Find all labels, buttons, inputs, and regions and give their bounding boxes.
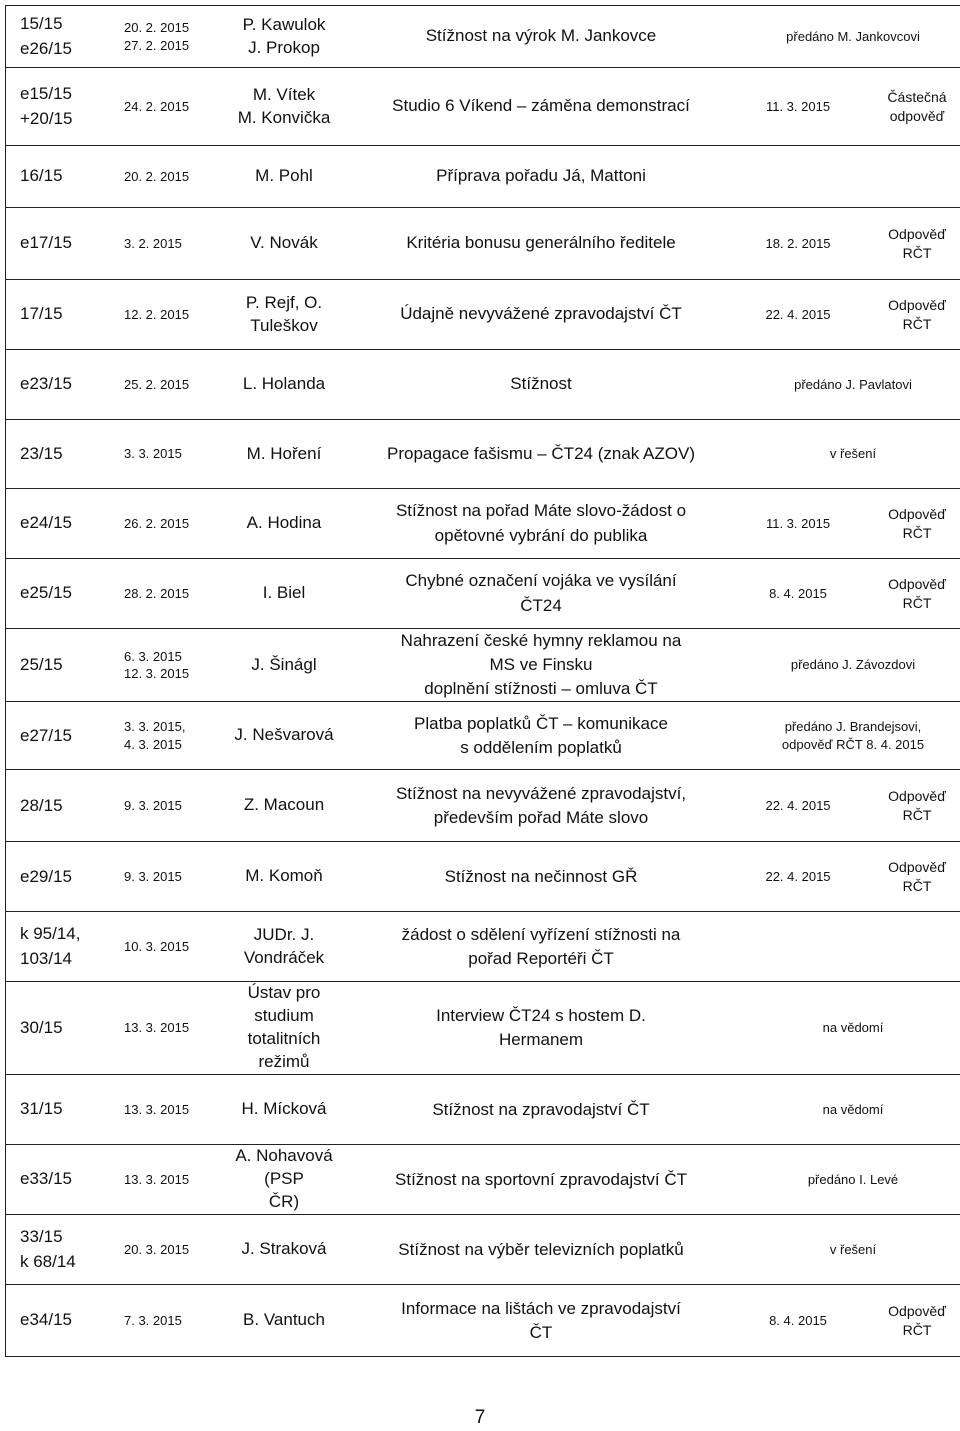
complaint-status [734, 146, 960, 208]
received-date-line: 9. 3. 2015 [124, 798, 182, 814]
complaint-id [6, 702, 125, 770]
complaint-status-line: předáno I. Levé [807, 1171, 899, 1187]
complaint-subject [348, 982, 734, 1075]
complaint-subject-line: Stížnost na sportovní zpravodajství ČT [395, 1169, 687, 1189]
complaint-status-line: v řešení [829, 1241, 877, 1257]
complaint-subject-line: žádost o sdělení vyřízení stížnosti na [401, 924, 681, 944]
complainant-name [220, 559, 348, 629]
status-text [862, 225, 960, 263]
complainant-name [220, 208, 348, 280]
complaint-subject [348, 489, 734, 559]
resolution-date: 22. 4. 2015 [765, 307, 831, 322]
complainant-name [220, 68, 348, 146]
complaint-id [6, 982, 125, 1075]
status-group [734, 575, 960, 613]
table-row [6, 68, 960, 146]
complaint-id [6, 489, 125, 559]
complaint-id [6, 6, 125, 68]
resolution-date: 11. 3. 2015 [765, 99, 831, 114]
complaint-id-line: 28/15 [20, 795, 63, 815]
received-date-line: 26. 2. 2015 [124, 515, 190, 531]
status-text-line: Odpověď [888, 296, 946, 313]
complaint-subject [348, 208, 734, 280]
received-date-line: 12. 3. 2015 [124, 666, 190, 682]
complainant-name [220, 770, 348, 842]
status-text [862, 505, 960, 543]
resolution-date: 8. 4. 2015 [769, 1313, 827, 1329]
received-date-line: 3. 3. 2015 [124, 446, 182, 462]
received-date-line: 9. 3. 2015 [124, 869, 182, 885]
received-date-line: 20. 3. 2015 [124, 1241, 190, 1257]
complaint-id [6, 1285, 125, 1357]
status-text-line: RČT [902, 594, 932, 611]
received-date [124, 842, 220, 912]
complaint-subject-line: ČT [529, 1322, 553, 1342]
complaint-id [6, 146, 125, 208]
complaint-status [734, 68, 960, 146]
complaint-subject-line: Interview ČT24 s hostem D. [436, 1006, 646, 1026]
complainant-name-line: J. Prokop [248, 37, 320, 57]
complainant-name [220, 146, 348, 208]
complaint-status-line: na vědomí [822, 1020, 884, 1036]
complaint-subject-line: Informace na lištách ve zpravodajství [401, 1298, 681, 1318]
status-text [862, 787, 960, 825]
complainant-name-line: Tuleškov [250, 315, 318, 335]
status-group [734, 296, 960, 334]
received-date [124, 1075, 220, 1145]
complaint-status [734, 842, 960, 912]
complaints-table [5, 5, 960, 1357]
received-date [124, 770, 220, 842]
resolution-date: 8. 4. 2015 [769, 586, 827, 601]
status-group [734, 88, 960, 126]
status-group [734, 787, 960, 825]
received-date-line: 10. 3. 2015 [124, 939, 190, 955]
complainant-name-line: ČR) [268, 1192, 300, 1212]
status-text-line: RČT [902, 244, 932, 261]
complainant-name [220, 842, 348, 912]
complaint-status-line: odpověď RČT 8. 4. 2015 [781, 736, 925, 752]
complaint-subject-line: Stížnost na pořad Máte slovo-žádost o [395, 501, 687, 521]
complaint-subject [348, 1285, 734, 1357]
received-date-line: 4. 3. 2015 [124, 736, 182, 752]
received-date [124, 559, 220, 629]
complaint-status [734, 489, 960, 559]
complainant-name-line: M. Konvička [237, 107, 331, 127]
complaint-id [6, 350, 125, 420]
status-text [862, 1302, 960, 1340]
resolution-date: 22. 4. 2015 [765, 869, 831, 885]
complaint-status [734, 702, 960, 770]
complainant-name-line: Z. Macoun [243, 795, 325, 815]
received-date-line: 3. 2. 2015 [124, 235, 182, 251]
complaint-id [6, 420, 125, 489]
complaint-subject [348, 280, 734, 350]
complainant-name-line: A. Hodina [246, 513, 322, 533]
complainant-name [220, 1215, 348, 1285]
complaint-id-line: k 68/14 [20, 1251, 76, 1271]
complaint-id [6, 559, 125, 629]
complainant-name-line: M. Hoření [246, 443, 322, 463]
complaint-id [6, 280, 125, 350]
received-date [124, 912, 220, 982]
complainant-name [220, 280, 348, 350]
status-text [862, 296, 960, 334]
complaint-status [734, 280, 960, 350]
status-group [734, 505, 960, 543]
complaints-table-page [5, 5, 957, 1357]
received-date-line: 25. 2. 2015 [124, 376, 190, 392]
status-text-line: RČT [902, 524, 932, 541]
table-row [6, 982, 960, 1075]
table-row [6, 912, 960, 982]
complaint-subject-line: MS ve Finsku [489, 655, 593, 675]
complainant-name-line: A. Nohavová (PSP [235, 1146, 333, 1189]
received-date [124, 420, 220, 489]
received-date-line: 7. 3. 2015 [124, 1312, 182, 1328]
resolution-date: 22. 4. 2015 [765, 798, 831, 814]
status-text [862, 88, 960, 126]
complaint-id-line: 25/15 [20, 654, 63, 674]
complainant-name-line: Vondráček [243, 947, 325, 967]
received-date-line: 13. 3. 2015 [124, 1101, 190, 1117]
complainant-name-line: J. Nešvarová [234, 725, 334, 745]
complaint-id-line: 23/15 [20, 443, 63, 463]
complaint-subject [348, 1215, 734, 1285]
complaint-subject-line: doplnění stížnosti – omluva ČT [424, 679, 658, 699]
complaint-subject [348, 6, 734, 68]
complaint-subject [348, 559, 734, 629]
complainant-name [220, 912, 348, 982]
received-date-line: 28. 2. 2015 [124, 585, 190, 601]
complaint-subject-line: Stížnost na výrok M. Jankovce [425, 26, 657, 46]
table-row [6, 208, 960, 280]
complainant-name-line: V. Novák [250, 233, 318, 253]
complainant-name-line: Ústav pro [247, 983, 321, 1003]
complaint-id-line: 17/15 [20, 304, 63, 324]
complainant-name-line: J. Šinágl [251, 654, 317, 674]
complaint-id-line: 33/15 [20, 1226, 63, 1246]
table-row [6, 559, 960, 629]
complaint-subject-line: opětovné vybrání do publika [434, 525, 648, 545]
complaint-subject-line: Stížnost [510, 374, 572, 394]
complainant-name-line: P. Kawulok [242, 14, 326, 34]
complaint-status [734, 350, 960, 420]
complaint-subject-line: s oddělením poplatků [460, 737, 622, 757]
complaint-status [734, 1145, 960, 1215]
status-text-line: Odpověď [888, 225, 946, 242]
complainant-name-line: B. Vantuch [243, 1310, 325, 1330]
complainant-name-line: H. Mícková [241, 1099, 327, 1119]
complaint-id-line: +20/15 [20, 108, 73, 128]
complaint-status [734, 6, 960, 68]
received-date-line: 20. 2. 2015 [124, 168, 190, 184]
complaint-id-line: e25/15 [20, 583, 72, 603]
table-row [6, 1215, 960, 1285]
status-text-line: RČT [902, 877, 932, 894]
complainant-name-line: studium [254, 1006, 314, 1026]
complaint-status-line: předáno J. Závozdovi [790, 657, 916, 673]
resolution-date: 18. 2. 2015 [765, 236, 831, 251]
received-date [124, 68, 220, 146]
complaint-subject [348, 420, 734, 489]
received-date [124, 1145, 220, 1215]
status-text [862, 575, 960, 613]
status-group [734, 225, 960, 263]
table-row [6, 770, 960, 842]
complaint-status [734, 982, 960, 1075]
complaint-subject-line: pořad Reportéři ČT [468, 948, 614, 968]
complaint-status [734, 1075, 960, 1145]
complaint-subject [348, 702, 734, 770]
table-row [6, 350, 960, 420]
complaint-subject-line: Stížnost na nečinnost GŘ [444, 866, 638, 886]
complainant-name [220, 982, 348, 1075]
complaint-subject [348, 146, 734, 208]
complaint-status [734, 629, 960, 702]
status-text-line: Odpověď [888, 787, 946, 804]
complaint-subject [348, 1145, 734, 1215]
received-date [124, 1285, 220, 1357]
complaint-id [6, 208, 125, 280]
complaint-id [6, 1215, 125, 1285]
status-text-line: Odpověď [888, 1302, 946, 1319]
complaint-status-line: předáno J. Pavlatovi [794, 376, 912, 392]
received-date [124, 629, 220, 702]
complaint-id-line: 15/15 [20, 13, 63, 33]
complaint-subject-line: ČT24 [520, 595, 562, 615]
complaint-subject [348, 1075, 734, 1145]
received-date-line: 13. 3. 2015 [124, 1171, 190, 1187]
status-text [862, 858, 960, 896]
table-row [6, 629, 960, 702]
table-row [6, 420, 960, 489]
complaint-subject-line: Nahrazení české hymny reklamou na [400, 631, 682, 650]
status-text-line: Částečná [887, 88, 947, 105]
complaint-id-line: e26/15 [20, 38, 72, 58]
complaint-subject-line: Hermanem [498, 1030, 584, 1050]
received-date-line: 12. 2. 2015 [124, 306, 190, 322]
complainant-name [220, 1075, 348, 1145]
status-text-line: RČT [902, 315, 932, 332]
status-group [734, 858, 960, 896]
received-date [124, 982, 220, 1075]
complainant-name [220, 350, 348, 420]
complainant-name-line: I. Biel [262, 583, 306, 603]
complaint-id-line: e34/15 [20, 1310, 72, 1330]
complaint-subject-line: Stížnost na zpravodajství ČT [432, 1099, 650, 1119]
complainant-name [220, 1285, 348, 1357]
complaint-subject-line: Stížnost na výběr televizních poplatků [398, 1239, 684, 1259]
status-text-line: Odpověď [888, 505, 946, 522]
complaint-subject-line: Stížnost na nevyvážené zpravodajství, [395, 783, 687, 803]
complaint-id-line: 31/15 [20, 1099, 63, 1119]
complaint-id-line: 103/14 [20, 948, 72, 968]
complaint-status [734, 1215, 960, 1285]
table-row [6, 6, 960, 68]
complaint-id [6, 1075, 125, 1145]
received-date [124, 489, 220, 559]
page-number: 7 [474, 1407, 486, 1428]
complaint-status-line: na vědomí [822, 1101, 884, 1117]
received-date-line: 24. 2. 2015 [124, 98, 190, 114]
complaint-id-line: e15/15 [20, 83, 72, 103]
complaint-subject [348, 629, 734, 702]
complaint-id-line: k 95/14, [20, 924, 81, 944]
table-row [6, 1075, 960, 1145]
complaint-status [734, 1285, 960, 1357]
received-date [124, 6, 220, 68]
complaint-id-line: e29/15 [20, 866, 72, 886]
complaint-subject-line: Platba poplatků ČT – komunikace [414, 713, 668, 733]
received-date-line: 6. 3. 2015 [124, 648, 182, 664]
complaint-status-line: v řešení [829, 446, 877, 462]
complaint-id-line: 30/15 [20, 1017, 63, 1037]
status-text-line: Odpověď [888, 858, 946, 875]
received-date [124, 702, 220, 770]
complaint-status [734, 770, 960, 842]
complainant-name [220, 702, 348, 770]
complainant-name [220, 489, 348, 559]
table-row [6, 1285, 960, 1357]
complainant-name-line: P. Rejf, O. [245, 292, 323, 312]
complaint-subject-line: Chybné označení vojáka ve vysílání [405, 571, 677, 591]
complaint-id [6, 912, 125, 982]
complainant-name-line: L. Holanda [242, 374, 326, 394]
complaint-subject-line: Studio 6 Víkend – záměna demonstrací [392, 96, 690, 116]
complainant-name [220, 6, 348, 68]
complaint-id-line: e17/15 [20, 233, 72, 253]
status-group [734, 1302, 960, 1340]
complaint-id [6, 1145, 125, 1215]
complaint-subject [348, 842, 734, 912]
complaint-id [6, 68, 125, 146]
complainant-name-line: M. Vítek [252, 84, 316, 104]
received-date [124, 208, 220, 280]
status-text-line: Odpověď [888, 575, 946, 592]
complaints-table-body [6, 6, 960, 1357]
complainant-name-line: J. Straková [241, 1239, 327, 1259]
complaint-id-line: e33/15 [20, 1169, 72, 1189]
complaint-id-line: e24/15 [20, 513, 72, 533]
complainant-name-line: M. Komoň [245, 866, 323, 886]
table-row [6, 146, 960, 208]
resolution-date: 11. 3. 2015 [765, 516, 831, 531]
complainant-name-line: JUDr. J. [253, 924, 315, 944]
received-date-line: 13. 3. 2015 [124, 1020, 190, 1036]
complaint-subject-line: Kritéria bonusu generálního ředitele [406, 233, 676, 253]
complaint-subject [348, 68, 734, 146]
table-row [6, 702, 960, 770]
received-date-line: 27. 2. 2015 [124, 37, 190, 53]
complainant-name-line: totalitních režimů [247, 1029, 321, 1072]
complaint-status-line: předáno J. Brandejsovi, [784, 719, 922, 735]
complaint-subject-line: Údajně nevyvážené zpravodajství ČT [400, 304, 682, 324]
complaint-id-line: e23/15 [20, 374, 72, 394]
complainant-name [220, 629, 348, 702]
complaint-status [734, 208, 960, 280]
complainant-name [220, 420, 348, 489]
complaint-id [6, 842, 125, 912]
complaint-status-line: předáno M. Jankovcovi [786, 28, 920, 44]
complaint-status [734, 912, 960, 982]
received-date [124, 146, 220, 208]
table-row [6, 842, 960, 912]
complaint-subject [348, 350, 734, 420]
complainant-name [220, 1145, 348, 1215]
complainant-name-line: M. Pohl [255, 166, 313, 186]
received-date-line: 3. 3. 2015, [124, 719, 186, 735]
complaint-id [6, 629, 125, 702]
complaint-id-line: 16/15 [20, 166, 63, 186]
received-date [124, 350, 220, 420]
status-text-line: RČT [902, 1321, 932, 1338]
complaint-status [734, 420, 960, 489]
complaint-id-line: e27/15 [20, 725, 72, 745]
status-text-line: RČT [902, 806, 932, 823]
received-date [124, 280, 220, 350]
table-row [6, 1145, 960, 1215]
table-row [6, 489, 960, 559]
complaint-subject [348, 770, 734, 842]
complaint-subject-line: především pořad Máte slovo [433, 807, 649, 827]
table-row [6, 280, 960, 350]
complaint-subject-line: Příprava pořadu Já, Mattoni [436, 166, 646, 186]
status-text-line: odpověď [889, 107, 945, 124]
complaint-subject-line: Propagace fašismu – ČT24 (znak AZOV) [386, 443, 696, 463]
received-date-line: 20. 2. 2015 [124, 19, 190, 35]
complaint-id [6, 770, 125, 842]
received-date [124, 1215, 220, 1285]
complaint-status [734, 559, 960, 629]
complaint-subject [348, 912, 734, 982]
